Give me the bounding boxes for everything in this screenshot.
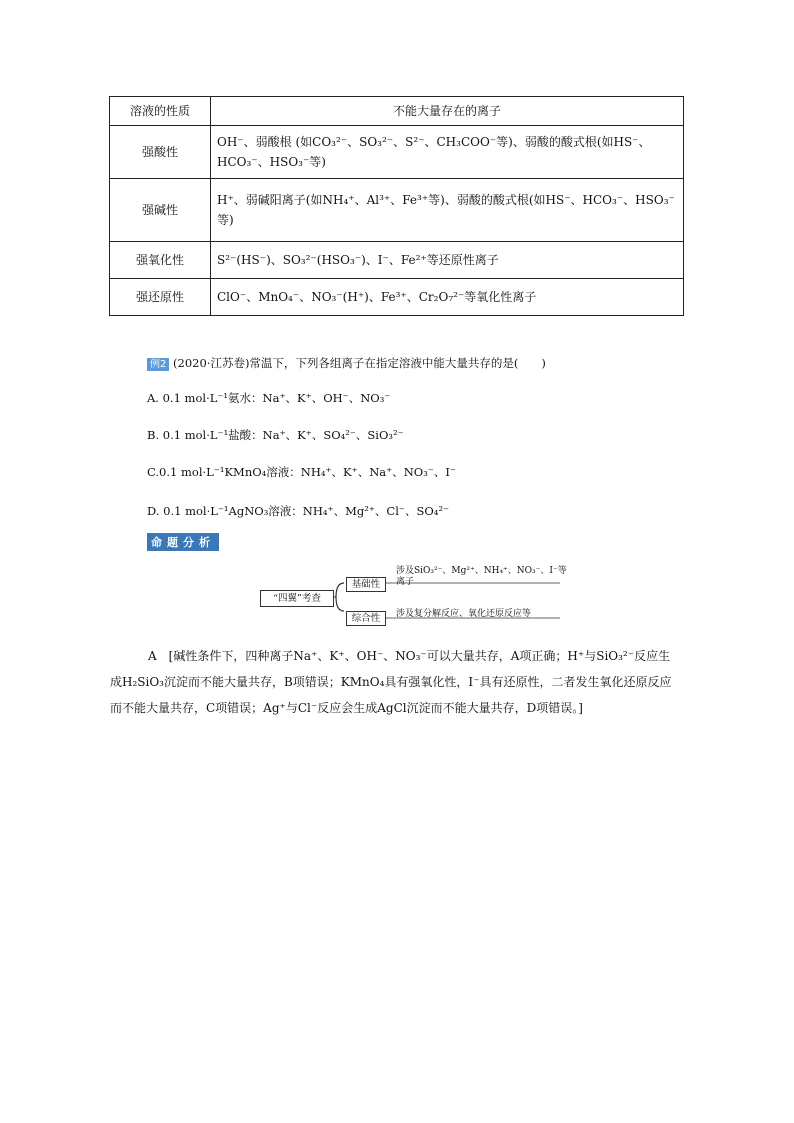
option-d: D. 0.1 mol·L⁻¹AgNO₃溶液：NH₄⁺、Mg²⁺、Cl⁻、SO₄²⁻ — [147, 504, 450, 518]
row-property: 强氧化性 — [110, 242, 211, 279]
row-property: 强还原性 — [110, 279, 211, 316]
header-ions: 不能大量存在的离子 — [211, 97, 684, 126]
analysis-badge: 命题分析 — [147, 533, 219, 551]
ion-table — [109, 96, 684, 316]
table-row — [110, 279, 684, 316]
branch-basic-desc-2: 离子 — [396, 577, 415, 587]
branch-basic-desc-1: 涉及SiO₃²⁻、Mg²⁺、NH₄⁺、NO₃⁻、I⁻等 — [396, 566, 567, 576]
table-header-row — [110, 97, 684, 126]
row-property: 强碱性 — [110, 179, 211, 242]
analysis-diagram — [260, 563, 580, 633]
branch-comprehensive-desc: 涉及复分解反应、氧化还原反应等 — [396, 609, 532, 619]
table-row — [110, 126, 684, 179]
row-ions: S²⁻(HS⁻)、SO₃²⁻(HSO₃⁻)、I⁻、Fe²⁺等还原性离子 — [211, 242, 684, 279]
row-ions: H⁺、弱碱阳离子(如NH₄⁺、Al³⁺、Fe³⁺等)、弱酸的酸式根(如HS⁻、HCO₃⁻、HSO₃⁻等) — [211, 179, 684, 242]
branch-basic: 基础性 — [346, 577, 386, 592]
question-text: (2020·江苏卷)常温下，下列各组离子在指定溶液中能大量共存的是( ) — [173, 356, 546, 370]
example-badge: 例2 — [147, 358, 169, 371]
option-b: B. 0.1 mol·L⁻¹盐酸：Na⁺、K⁺、SO₄²⁻、SiO₃²⁻ — [147, 428, 404, 442]
table-row — [110, 179, 684, 242]
example-question — [147, 355, 546, 371]
option-a: A. 0.1 mol·L⁻¹氨水：Na⁺、K⁺、OH⁻、NO₃⁻ — [147, 391, 391, 405]
row-property: 强酸性 — [110, 126, 211, 179]
answer-explanation: A [碱性条件下，四种离子Na⁺、K⁺、OH⁻、NO₃⁻可以大量共存，A项正确；H⁺与SiO₃²⁻反应生成H₂SiO₃沉淀而不能大量共存，B项错误；KMnO₄具有强氧化性，I⁻具有还原性，二者发生氧化还原反应而不能大量共存，C项错误；Ag⁺与Cl⁻反应会生成AgCl沉淀而不能大量共存，D项错误。] — [110, 649, 672, 715]
row-ions: OH⁻、弱酸根 (如CO₃²⁻、SO₃²⁻、S²⁻、CH₃COO⁻等)、弱酸的酸式根(如HS⁻、HCO₃⁻、HSO₃⁻等) — [211, 126, 684, 179]
header-property: 溶液的性质 — [110, 97, 211, 126]
option-c: C.0.1 mol·L⁻¹KMnO₄溶液：NH₄⁺、K⁺、Na⁺、NO₃⁻、I⁻ — [147, 465, 456, 479]
table-row — [110, 242, 684, 279]
diagram-root: “四翼”考查 — [260, 590, 334, 607]
branch-comprehensive: 综合性 — [346, 611, 386, 626]
row-ions: ClO⁻、MnO₄⁻、NO₃⁻(H⁺)、Fe³⁺、Cr₂O₇²⁻等氧化性离子 — [211, 279, 684, 316]
